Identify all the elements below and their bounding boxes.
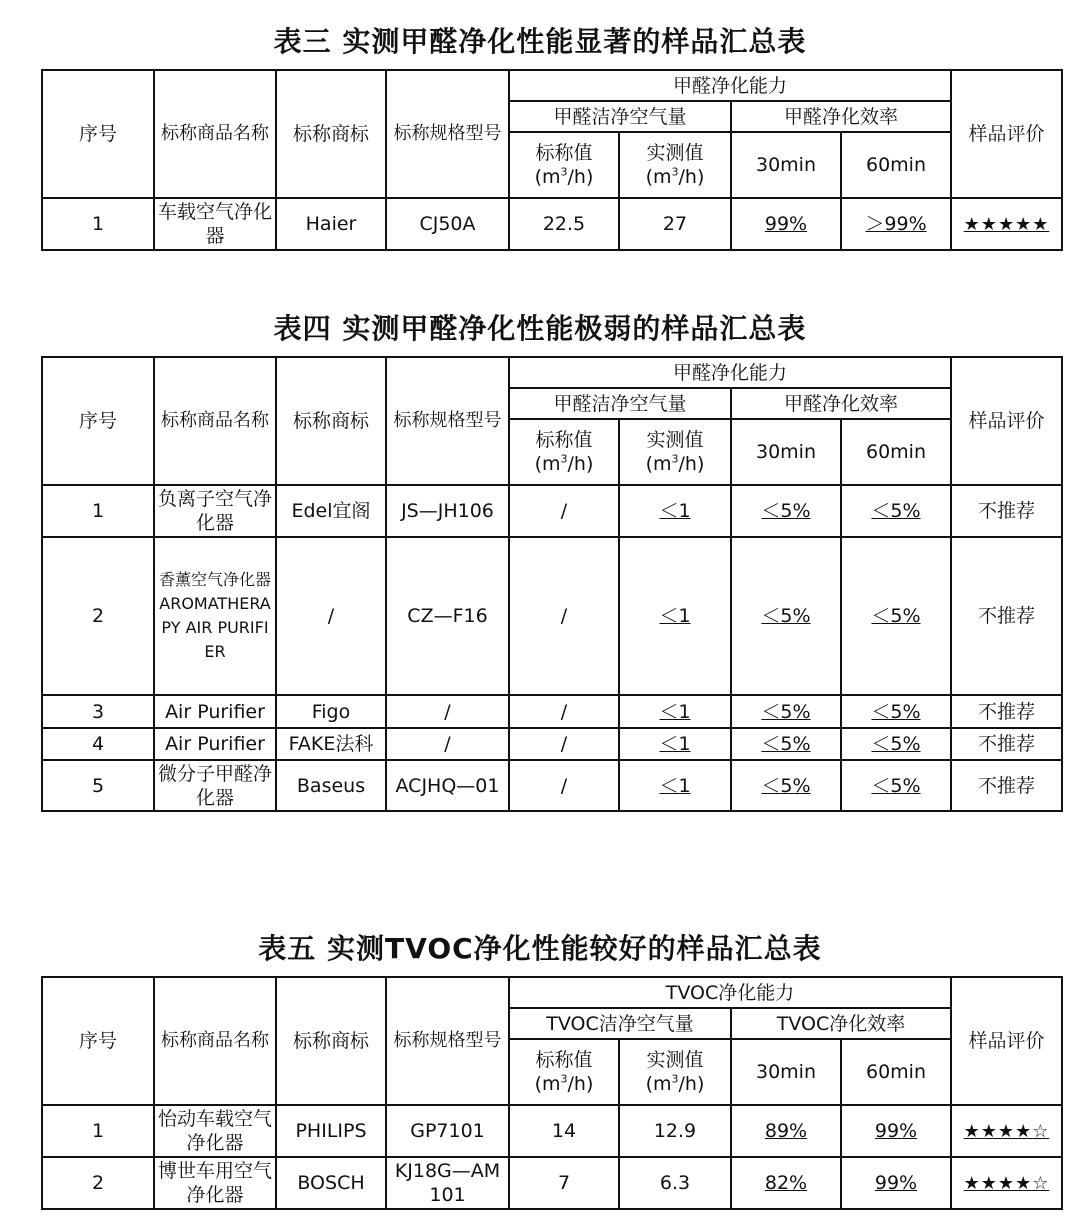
cell-e60: ＜5% — [841, 760, 951, 811]
header-efficiency: 甲醛净化效率 — [731, 388, 951, 419]
cell-nominal: 22.5 — [509, 198, 619, 250]
cell-model: JS—JH106 — [386, 485, 509, 537]
header-60min: 60min — [841, 132, 951, 198]
table-row — [42, 537, 1062, 695]
cell-name: 博世车用空气净化器 — [154, 1157, 276, 1209]
cell-model: ACJHQ—01 — [386, 760, 509, 811]
cell-rating: 不推荐 — [951, 695, 1062, 728]
header-nominal: 标称值 $(m^3/h)$ — [509, 1039, 619, 1105]
cell-model: KJ18G—AM101 — [386, 1157, 509, 1209]
cell-rating: 不推荐 — [951, 760, 1062, 811]
cell-e60: ＜5% — [841, 537, 951, 695]
header-nominal: 标称值 $(m^3/h)$ — [509, 132, 619, 198]
cell-measured: 12.9 — [619, 1105, 731, 1157]
cell-seq: 5 — [42, 760, 154, 811]
cell-name: Air Purifier — [154, 695, 276, 728]
header-brand: 标称商标 — [276, 70, 386, 198]
cell-seq: 2 — [42, 537, 154, 695]
table3 — [41, 69, 1063, 251]
header-rating: 样品评价 — [951, 357, 1062, 485]
cell-e30: ＜5% — [731, 537, 841, 695]
rating-stars: ★★★★☆ — [963, 1120, 1050, 1142]
table-row — [42, 1105, 1062, 1157]
header-brand: 标称商标 — [276, 357, 386, 485]
header-product: 标称商品名称 — [154, 357, 276, 485]
table4 — [41, 356, 1063, 812]
cell-rating: 不推荐 — [951, 537, 1062, 695]
cell-name: 车载空气净化器 — [154, 198, 276, 250]
cell-nominal: / — [509, 537, 619, 695]
cell-seq: 1 — [42, 198, 154, 250]
cell-seq: 2 — [42, 1157, 154, 1209]
table-row — [42, 695, 1062, 728]
header-product: 标称商品名称 — [154, 70, 276, 198]
header-seq: 序号 — [42, 977, 154, 1105]
cell-brand: Baseus — [276, 760, 386, 811]
header-brand: 标称商标 — [276, 977, 386, 1105]
table-row — [42, 1157, 1062, 1209]
header-model: 标称规格型号 — [386, 977, 509, 1105]
table4-title: 表四 实测甲醛净化性能极弱的样品汇总表 — [273, 312, 807, 345]
header-60min: 60min — [841, 419, 951, 485]
cell-brand: PHILIPS — [276, 1105, 386, 1157]
cell-brand: / — [276, 537, 386, 695]
cell-e30: 82% — [731, 1157, 841, 1209]
cell-nominal: / — [509, 695, 619, 728]
table-row — [42, 198, 1062, 250]
cell-measured: ＜1 — [619, 695, 731, 728]
header-60min: 60min — [841, 1039, 951, 1105]
cell-brand: Edel宜阁 — [276, 485, 386, 537]
cell-e60: 99% — [841, 1157, 951, 1209]
cell-e30: ＜5% — [731, 760, 841, 811]
cell-nominal: / — [509, 760, 619, 811]
header-capacity: TVOC净化能力 — [509, 977, 951, 1008]
cell-e30: 89% — [731, 1105, 841, 1157]
cell-brand: BOSCH — [276, 1157, 386, 1209]
cell-seq: 1 — [42, 485, 154, 537]
cell-name: 微分子甲醛净化器 — [154, 760, 276, 811]
cell-e60: ＜5% — [841, 728, 951, 760]
header-model: 标称规格型号 — [386, 70, 509, 198]
header-efficiency: TVOC净化效率 — [731, 1008, 951, 1039]
cell-measured: ＜1 — [619, 537, 731, 695]
cell-model: / — [386, 695, 509, 728]
cell-nominal: 14 — [509, 1105, 619, 1157]
header-measured: 实测值 $(m^3/h)$ — [619, 1039, 731, 1105]
header-30min: 30min — [731, 419, 841, 485]
cell-e30: ＜5% — [731, 695, 841, 728]
rating-stars: ★★★★☆ — [963, 1172, 1050, 1194]
header-measured: 实测值 $(m^3/h)$ — [619, 132, 731, 198]
header-seq: 序号 — [42, 357, 154, 485]
cell-e30: 99% — [731, 198, 841, 250]
header-capacity: 甲醛净化能力 — [509, 357, 951, 388]
table5 — [41, 976, 1063, 1210]
cell-model: GP7101 — [386, 1105, 509, 1157]
cell-measured: ＜1 — [619, 728, 731, 760]
table5-title: 表五 实测TVOC净化性能较好的样品汇总表 — [258, 932, 822, 965]
header-capacity: 甲醛净化能力 — [509, 70, 951, 101]
cell-e30: ＜5% — [731, 485, 841, 537]
cell-brand: Figo — [276, 695, 386, 728]
cell-name: 香薰空气净化器AROMATHERAPY AIR PURIFIER — [154, 537, 276, 695]
cell-name: Air Purifier — [154, 728, 276, 760]
header-nominal: 标称值 $(m^3/h)$ — [509, 419, 619, 485]
cell-rating: 不推荐 — [951, 728, 1062, 760]
cell-name: 负离子空气净化器 — [154, 485, 276, 537]
cell-nominal: 7 — [509, 1157, 619, 1209]
cell-model: / — [386, 728, 509, 760]
cell-model: CJ50A — [386, 198, 509, 250]
header-model: 标称规格型号 — [386, 357, 509, 485]
table-row — [42, 485, 1062, 537]
cell-nominal: / — [509, 485, 619, 537]
header-seq: 序号 — [42, 70, 154, 198]
cell-rating: 不推荐 — [951, 485, 1062, 537]
header-30min: 30min — [731, 132, 841, 198]
header-30min: 30min — [731, 1039, 841, 1105]
cell-brand: Haier — [276, 198, 386, 250]
header-rating: 样品评价 — [951, 977, 1062, 1105]
cell-name: 怡动车载空气净化器 — [154, 1105, 276, 1157]
header-cadr: 甲醛洁净空气量 — [509, 388, 731, 419]
cell-e60: ＜5% — [841, 485, 951, 537]
table3-title: 表三 实测甲醛净化性能显著的样品汇总表 — [273, 25, 807, 58]
rating-stars: ★★★★★ — [963, 213, 1050, 235]
header-efficiency: 甲醛净化效率 — [731, 101, 951, 132]
header-measured: 实测值 $(m^3/h)$ — [619, 419, 731, 485]
cell-measured: 27 — [619, 198, 731, 250]
cell-measured: ＜1 — [619, 485, 731, 537]
cell-e30: ＜5% — [731, 728, 841, 760]
cell-rating — [951, 198, 1062, 250]
header-rating: 样品评价 — [951, 70, 1062, 198]
cell-rating — [951, 1105, 1062, 1157]
table-row — [42, 760, 1062, 811]
cell-model: CZ—F16 — [386, 537, 509, 695]
cell-measured: ＜1 — [619, 760, 731, 811]
cell-measured: 6.3 — [619, 1157, 731, 1209]
cell-nominal: / — [509, 728, 619, 760]
header-cadr: TVOC洁净空气量 — [509, 1008, 731, 1039]
cell-e60: ＜5% — [841, 695, 951, 728]
cell-seq: 3 — [42, 695, 154, 728]
header-product: 标称商品名称 — [154, 977, 276, 1105]
cell-seq: 4 — [42, 728, 154, 760]
cell-rating — [951, 1157, 1062, 1209]
cell-seq: 1 — [42, 1105, 154, 1157]
table-row — [42, 728, 1062, 760]
cell-e60: 99% — [841, 1105, 951, 1157]
cell-brand: FAKE法科 — [276, 728, 386, 760]
cell-e60: ＞99% — [841, 198, 951, 250]
header-cadr: 甲醛洁净空气量 — [509, 101, 731, 132]
